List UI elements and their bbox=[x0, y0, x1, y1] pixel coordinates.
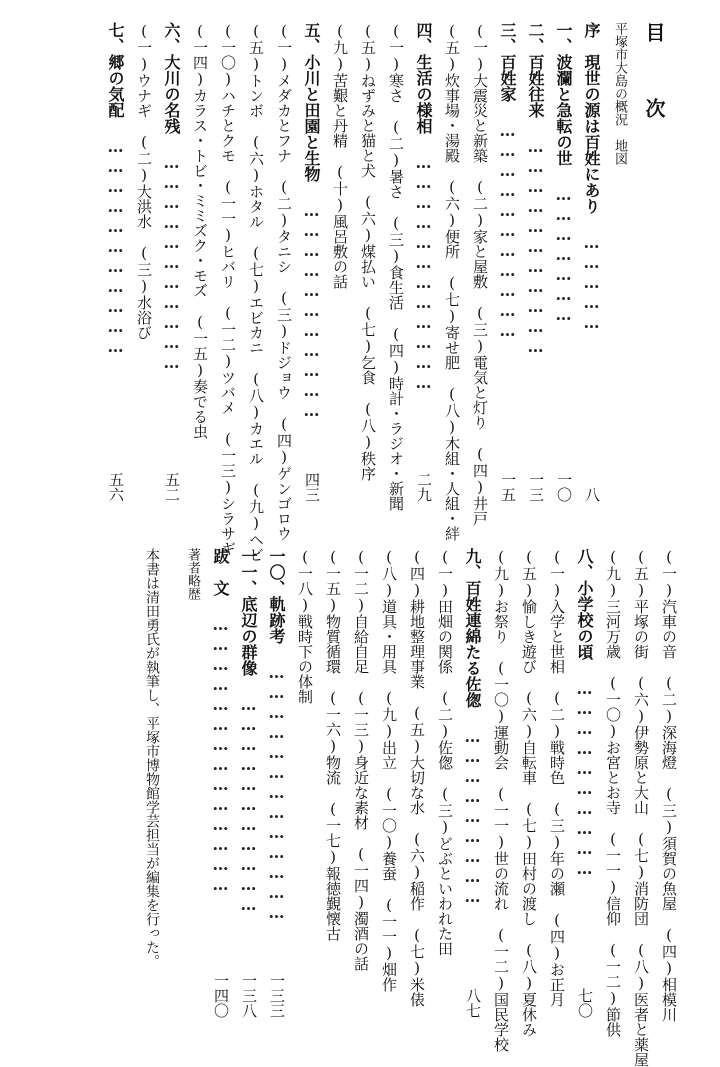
page-title: 目 次 bbox=[642, 22, 666, 136]
toc-entry-8[interactable] bbox=[571, 548, 598, 1018]
toc-entry-9[interactable] bbox=[459, 548, 486, 1018]
leader-dots: ………………… bbox=[554, 185, 573, 325]
toc-entry-4[interactable] bbox=[410, 22, 437, 502]
leader-dots: …………………………… bbox=[498, 121, 517, 341]
entry-heading: 四、生活の様相 bbox=[414, 22, 433, 134]
leader-dots: …………………………… bbox=[526, 137, 545, 357]
sub-entries-4c: (九)苦艱と丹精 (十)風呂敷の話 bbox=[331, 22, 349, 289]
toc-entry-afterword[interactable] bbox=[207, 548, 234, 1018]
entry-heading: 八、小学校の頃 bbox=[575, 548, 594, 660]
toc-entry-2[interactable] bbox=[522, 22, 549, 502]
sub-entries-8b: (五)愉しき遊び (六)自転車 (七)田村の渡し (八)夏休み bbox=[520, 548, 538, 1037]
entry-heading: 三、百姓家 bbox=[498, 22, 517, 102]
sub-entries-8c: (九)お祭り (一〇)運動会 (一一)世の流れ (一二)国民学校 bbox=[492, 548, 510, 1052]
entry-heading: 跋 文 bbox=[211, 548, 230, 596]
page-number: 四三 bbox=[303, 472, 321, 502]
leader-dots: …………… bbox=[582, 233, 601, 333]
toc-bottom-half bbox=[0, 548, 720, 1067]
page-number: 一四〇 bbox=[212, 973, 230, 1018]
sub-entries-9a: (一)田畑の関係 (二)佐偬 (三)どぶといわれた田 bbox=[436, 548, 454, 956]
sub-entries-9d: (一二)自給自足 (一三)身近な素材 (一四)濁酒の話 bbox=[352, 548, 370, 971]
entry-heading: 五、小川と田園と生物 bbox=[302, 22, 321, 182]
page-number: 八 bbox=[583, 487, 601, 502]
leader-dots: …………………………………… bbox=[211, 615, 230, 895]
sub-entries-4a: (一)寒さ (二)暑さ (三)食生活 (四)時計・ラジオ・新聞 bbox=[387, 22, 405, 511]
sub-entries-3a: (一)大震災と新築 (二)家と屋敷 (三)電気と灯り (四)井戸 bbox=[471, 22, 489, 526]
page-number: 一五 bbox=[499, 472, 517, 502]
page-number: 二九 bbox=[415, 472, 433, 502]
toc-entry-1[interactable] bbox=[550, 22, 577, 502]
entry-heading: 一〇、軌跡考 bbox=[267, 548, 286, 644]
sub-entries-5a: (一)メダカとフナ (二)タニシ (三)ドジョウ (四)ゲンゴロウ bbox=[275, 22, 293, 541]
page-number: 七〇 bbox=[576, 988, 594, 1018]
leader-dots: …………………………… bbox=[239, 695, 258, 915]
sub-entries-5b: (五)トンボ (六)ホタル (七)エビカニ (八)カエル (九)ヘビ bbox=[247, 22, 265, 562]
toc-entry-preface[interactable] bbox=[578, 22, 605, 502]
sub-entries-9c: (八)道具・用具 (九)出立 (一〇)養蚕 (一一)畑作 bbox=[380, 548, 398, 992]
sub-entries-9b: (四)耕地整理事業 (五)大切な水 (六)稲作 (七)米俵 bbox=[408, 548, 426, 1007]
leader-dots: ……………………… bbox=[463, 727, 482, 907]
toc-entry-6[interactable] bbox=[158, 22, 185, 502]
page-number: 一三八 bbox=[240, 973, 258, 1018]
leader-dots: …………………………… bbox=[106, 137, 125, 357]
sub-entries-6a: (一)ウナギ (二)大洪水 (三)水浴び bbox=[135, 22, 153, 340]
leader-dots: ………………………… bbox=[575, 679, 594, 879]
toc-top-half bbox=[0, 22, 720, 562]
leader-dots: …………………………… bbox=[162, 153, 181, 373]
editorial-note: 本書は清田勇氏が執筆し、平塚市博物館学芸担当が編集を行った。 bbox=[144, 548, 160, 968]
entry-heading: 一、波瀾と急転の世 bbox=[554, 22, 573, 166]
sub-entries-8a: (一)入学と世相 (二)戦時色 (三)年の瀬 (四)お正月 bbox=[548, 548, 566, 1007]
sub-entries-7b: (五)平塚の街 (六)伊勢原と大山 (七)消防団 (八)医者と薬屋 bbox=[632, 548, 650, 1067]
entry-heading: 九、百姓連綿たる佐偬 bbox=[463, 548, 482, 708]
page-number: 一〇 bbox=[555, 472, 573, 502]
leader-dots: ……………………………… bbox=[414, 153, 433, 393]
entry-heading: 七、郷の気配 bbox=[106, 22, 125, 118]
sub-entries-5d: (一四)カラス・トビ・ミミズク・モズ (一五)奏でる虫 bbox=[191, 22, 209, 439]
page-number: 八七 bbox=[464, 988, 482, 1018]
entry-heading: 二、百姓往来 bbox=[526, 22, 545, 118]
entry-heading: 六、大川の名残 bbox=[162, 22, 181, 134]
author-profile[interactable]: 著者略歴 bbox=[185, 548, 200, 600]
sub-entries-7a: (一)汽車の音 (二)深海燈 (三)須賀の魚屋 (四)相模川 bbox=[660, 548, 678, 1022]
sub-entries-5c: (一〇)ハチとクモ (一一)ヒバリ (一二)ツバメ (一三)シラサギ bbox=[219, 22, 237, 556]
leader-dots: …………………………… bbox=[302, 201, 321, 421]
leader-dots: ………………………………… bbox=[267, 663, 286, 923]
toc-entry-10[interactable] bbox=[263, 548, 290, 1018]
sub-entries-7c: (九)三河万歳 (一〇)お宮とお寺 (一一)信仰 (一二)節供 bbox=[604, 548, 622, 1037]
page-number: 五二 bbox=[163, 472, 181, 502]
sub-entries-9e: (一五)物質循環 (一六)物流 (一七)報徳覲懐古 bbox=[324, 548, 342, 941]
toc-entry-7[interactable] bbox=[102, 22, 129, 502]
toc-entry-3[interactable] bbox=[494, 22, 521, 502]
intro-line: 平塚市大島の概況 地図 bbox=[612, 22, 627, 165]
page-number: 一三三 bbox=[268, 973, 286, 1018]
sub-entries-4b: (五)ねずみと猫と犬 (六)煤払い (七)乞食 (八)秩序 bbox=[359, 22, 377, 481]
page-number: 五六 bbox=[107, 472, 125, 502]
page-number: 一三 bbox=[527, 472, 545, 502]
toc-entry-5[interactable] bbox=[298, 22, 325, 502]
entry-heading: 一一、底辺の群像 bbox=[239, 548, 258, 676]
toc-entry-11[interactable] bbox=[235, 548, 262, 1018]
sub-entries-3b: (五)炊事場・湯殿 (六)便所 (七)寄せ肥 (八)木組・人組・絆 bbox=[443, 22, 461, 541]
sub-entries-9f: (一八)戦時下の体制 bbox=[296, 548, 314, 704]
entry-heading: 序 現世の源は百姓にあり bbox=[582, 22, 601, 214]
